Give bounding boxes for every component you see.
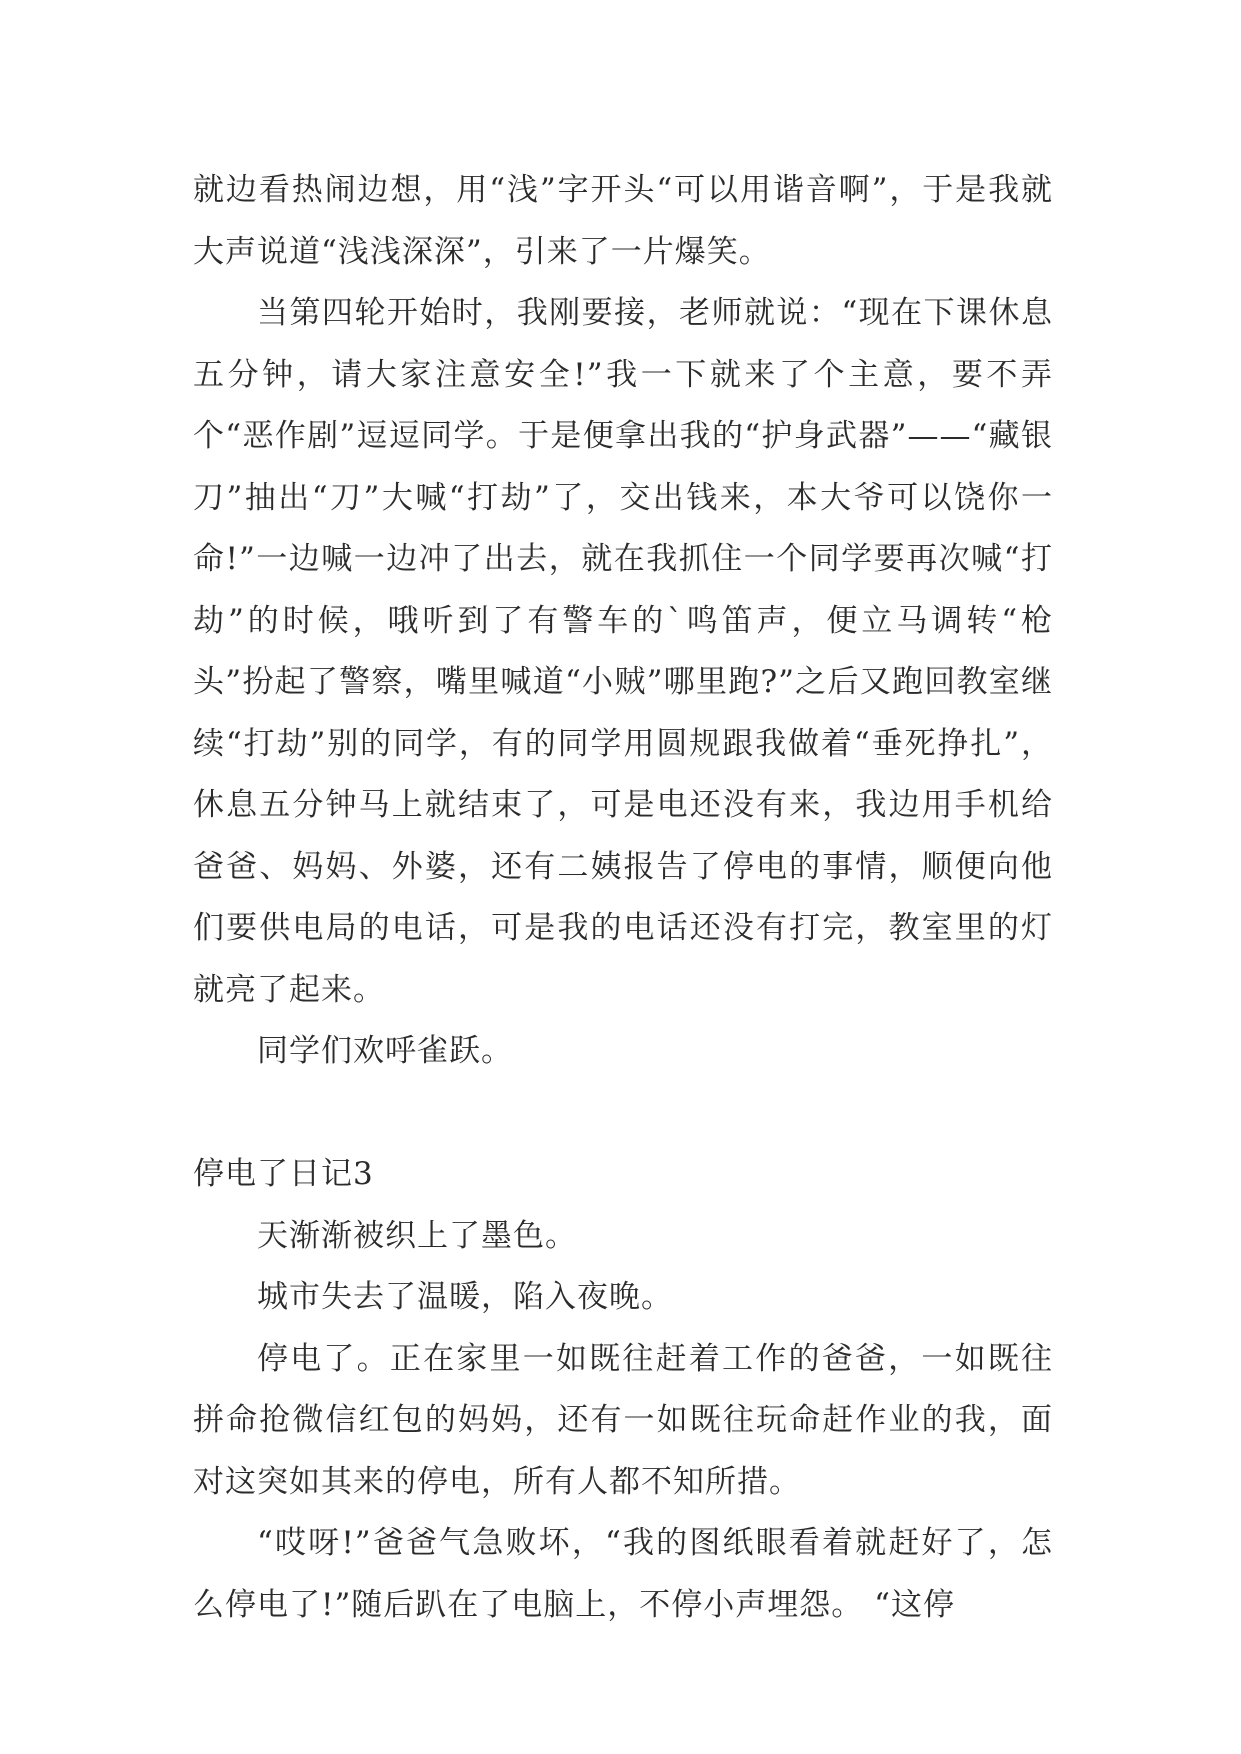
paragraph-spacer [193,1083,1053,1145]
paragraph: 停电了。正在家里一如既往赶着工作的爸爸，一如既往拼命抢微信红包的妈妈，还有一如既往玩命赶作业的我，面对这突如其来的停电，所有人都不知所措。 [193,1340,1053,1500]
paragraph: 城市失去了温暖，陷入夜晚。 [257,1279,673,1315]
section-title: 停电了日记3 [193,1156,374,1192]
document-body [193,160,1053,1636]
paragraph: 天渐渐被织上了墨色。 [257,1217,577,1254]
paragraph: 同学们欢呼雀跃。 [257,1033,513,1069]
paragraph: 就边看热闹边想，用“浅”字开头“可以用谐音啊”，于是我就大声说道“浅浅深深”，引来了一片爆笑。 [193,172,1053,270]
paragraph: 当第四轮开始时，我刚要接，老师就说：“现在下课休息五分钟，请大家注意安全!”我一下就来了个主意，要不弄个“恶作剧”逗逗同学。于是便拿出我的“护身武器”——“藏银刀”抽出“刀”大喊“打劫”了，交出钱来，本大爷可以饶你一命!”一边喊一边冲了出去，就在我抓住一个同学要再次喊“打劫”的时候，哦听到了有警车的`鸣笛声，便立马调转“枪头”扮起了警察，嘴里喊道“小贼”哪里跑?”之后又跑回教室继续“打劫”别的同学，有的同学用圆规跟我做着“垂死挣扎”，休息五分钟马上就结束了，可是电还没有来，我边用手机给爸爸、妈妈、外婆，还有二姨报告了停电的事情，顺便向他们要供电局的电话，可是我的电话还没有打完，教室里的灯就亮了起来。 [193,295,1053,1008]
paragraph: “哎呀!”爸爸气急败坏，“我的图纸眼看着就赶好了，怎么停电了!”随后趴在了电脑上，不停小声埋怨。 “这停 [193,1525,1053,1623]
